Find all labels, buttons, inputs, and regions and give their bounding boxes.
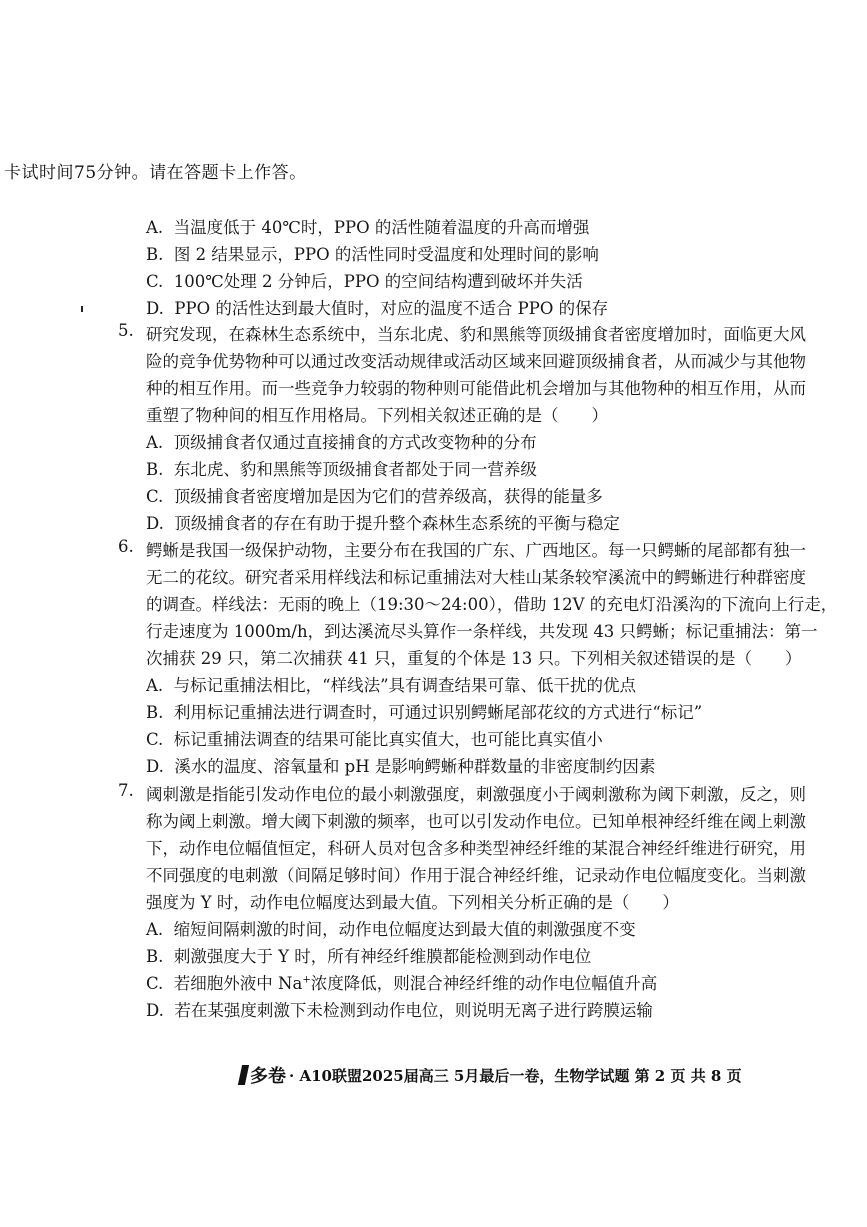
q4-option-d: D. PPO 的活性达到最大值时，对应的温度不适合 PPO 的保存	[146, 299, 609, 318]
q6-option-d: D. 溪水的温度、溶氧量和 pH 是影响鳄蜥种群数量的非密度制约因素	[146, 757, 656, 776]
header-note: 卡试时间75分钟。请在答题卡上作答。	[4, 163, 307, 183]
q5-stem-line-2: 险的竞争优势物种可以通过改变活动规律或活动区域来回避顶级捕食者，从而减少与其他物	[146, 352, 806, 371]
q7-option-c: C. 若细胞外液中 Na+浓度降低，则混合神经纤维的动作电位幅值升高	[146, 974, 658, 993]
q7-stem-line-1: 阈刺激是指能引发动作电位的最小刺激强度，刺激强度小于阈刺激称为阈下刺激，反之，则	[146, 785, 806, 804]
q7-option-d: D. 若在某强度刺激下未检测到动作电位，则说明无离子进行跨膜运输	[146, 1001, 653, 1020]
q6-stem-line-3: 的调查。样线法：无雨的晚上（19:30～24:00），借助 12V 的充电灯沿溪沟的下流向上行走，	[146, 595, 838, 614]
q6-stem-line-1: 鳄蜥是我国一级保护动物，主要分布在我国的广东、广西地区。每一只鳄蜥的尾部都有独一	[146, 541, 806, 560]
q5-option-b: B. 东北虎、豹和黑熊等顶级捕食者都处于同一营养级	[146, 460, 537, 479]
q5-stem-line-4: 重塑了物种间的相互作用格局。下列相关叙述正确的是（ ）	[146, 406, 608, 425]
q6-stem-line-4: 行走速度为 1000m/h，到达溪流尽头算作一条样线，共发现 43 只鳄蜥；标记重捕法：第一	[146, 622, 818, 641]
q4-option-c: C. 100℃处理 2 分钟后，PPO 的空间结构遭到破坏并失活	[146, 272, 583, 291]
q5-option-d: D. 顶级捕食者的存在有助于提升整个森林生态系统的平衡与稳定	[146, 514, 620, 533]
q5-option-c: C. 顶级捕食者密度增加是因为它们的营养级高，获得的能量多	[146, 487, 603, 506]
q7-stem-line-3: 下，动作电位幅值恒定，科研人员对包含多种类型神经纤维的某混合神经纤维进行研究，用	[146, 839, 806, 858]
q5-option-a: A. 顶级捕食者仅通过直接捕食的方式改变物种的分布	[146, 433, 537, 452]
footer-text: · A10联盟2025届高三 5月最后一卷，生物学试题 第 2 页 共 8 页	[289, 1066, 742, 1085]
brand-bar-icon	[238, 1065, 249, 1085]
q6-number: 6.	[118, 537, 134, 556]
q6-option-c: C. 标记重捕法调查的结果可能比真实值大，也可能比真实值小	[146, 730, 603, 749]
q5-stem-line-3: 种的相互作用。而一些竞争力较弱的物种则可能借此机会增加与其他物种的相互作用，从而	[146, 379, 806, 398]
superscript-plus: +	[302, 974, 311, 986]
q6-option-a: A. 与标记重捕法相比，“样线法”具有调查结果可靠、低干扰的优点	[146, 676, 637, 695]
q7-option-b: B. 刺激强度大于 Y 时，所有神经纤维膜都能检测到动作电位	[146, 947, 592, 966]
q7-option-a: A. 缩短间隔刺激的时间，动作电位幅度达到最大值的刺激强度不变	[146, 920, 636, 939]
stray-mark	[81, 306, 83, 312]
q4-option-b: B. 图 2 结果显示，PPO 的活性同时受温度和处理时间的影响	[146, 245, 599, 264]
page-footer	[240, 1062, 742, 1088]
q7-number: 7.	[118, 781, 134, 800]
q4-option-a: A. 当温度低于 40℃时，PPO 的活性随着温度的升高而增强	[146, 218, 590, 237]
q5-stem-line-1: 研究发现，在森林生态系统中，当东北虎、豹和黑熊等顶级捕食者密度增加时，面临更大风	[146, 325, 806, 344]
q5-number: 5.	[118, 321, 134, 340]
footer-brand: 多卷	[250, 1066, 286, 1087]
q7-stem-line-2: 称为阈上刺激。增大阈下刺激的频率，也可以引发动作电位。已知单根神经纤维在阈上刺激	[146, 812, 806, 831]
q6-stem-line-5: 次捕获 29 只，第二次捕获 41 只，重复的个体是 13 只。下列相关叙述错误的是（ ）	[146, 649, 802, 668]
q6-stem-line-2: 无二的花纹。研究者采用样线法和标记重捕法对大桂山某条较窄溪流中的鳄蜥进行种群密度	[146, 568, 806, 587]
q7-stem-line-5: 强度为 Y 时，动作电位幅度达到最大值。下列相关分析正确的是（ ）	[146, 893, 679, 912]
q7-stem-line-4: 不同强度的电刺激（间隔足够时间）作用于混合神经纤维，记录动作电位幅度变化。当刺激	[146, 866, 806, 885]
q6-option-b: B. 利用标记重捕法进行调查时，可通过识别鳄蜥尾部花纹的方式进行“标记”	[146, 703, 703, 722]
